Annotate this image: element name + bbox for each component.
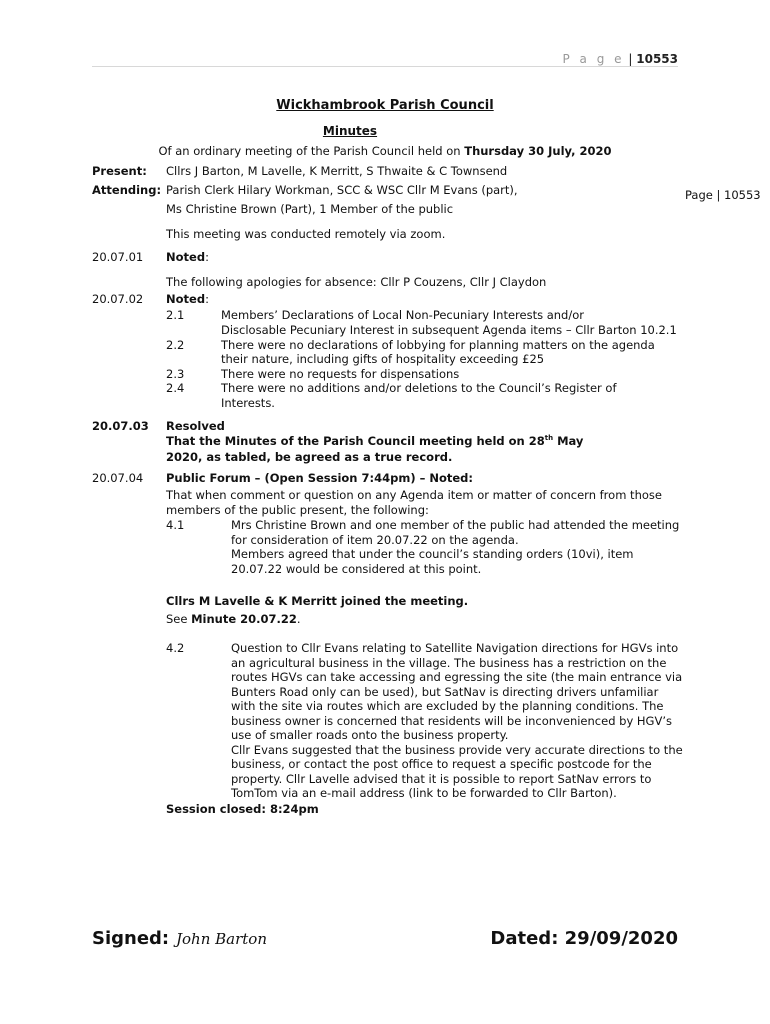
- forum-intro-2: members of the public present, the following:: [166, 503, 429, 517]
- minute-heading-01: Noted:: [166, 250, 209, 264]
- side-page-label: Page | 10553: [685, 188, 761, 202]
- remote-note: This meeting was conducted remotely via zoom.: [166, 227, 446, 241]
- page-word: P a g e: [562, 52, 625, 66]
- minute-heading-03: Resolved: [166, 419, 225, 433]
- signature: John Barton: [176, 930, 267, 948]
- item-number: 2.3: [166, 367, 185, 381]
- resolution-line-1: That the Minutes of the Parish Council meeting held on 28th May: [166, 434, 584, 448]
- minute-number-03: 20.07.03: [92, 419, 149, 433]
- forum-intro-1: That when comment or question on any Agenda item or matter of concern from those: [166, 488, 662, 502]
- intro-prefix: Of an ordinary meeting of the Parish Council held on: [158, 144, 465, 158]
- minute-heading-04: Public Forum – (Open Session 7:44pm) – Noted:: [166, 471, 473, 485]
- item-number: 4.2: [166, 641, 185, 655]
- minute-number-02: 20.07.02: [92, 292, 144, 306]
- item-text: Interests.: [221, 396, 275, 410]
- minute-number-04: 20.07.04: [92, 471, 144, 485]
- document-subtitle: Minutes: [322, 124, 378, 138]
- attending-line-2: Ms Christine Brown (Part), 1 Member of the public: [166, 202, 454, 216]
- members-joined: Cllrs M Lavelle & K Merritt joined the meeting.: [166, 594, 469, 608]
- item-number: 2.2: [166, 338, 185, 352]
- item-text: their nature, including gifts of hospitality exceeding £25: [221, 352, 545, 366]
- document-title: Wickhambrook Parish Council: [276, 98, 494, 113]
- apologies-text: The following apologies for absence: Cllr P Couzens, Cllr J Claydon: [166, 275, 547, 289]
- session-closed: Session closed: 8:24pm: [166, 802, 319, 816]
- minute-heading-02: Noted:: [166, 292, 209, 306]
- item-4-2-text: Question to Cllr Evans relating to Satellite Navigation directions for HGVs into an agricultural business in the village. The business has a restriction on the routes HGVs can take accessing and egressing the site (the main entrance via Bunters Road only can be used), but SatNav is directing drivers unfamiliar with the site via routes which are excluded by the planning conditions. The business owner is concerned that residents will be inconvenienced by HGV’s use of smaller roads onto the business property. Cllr Evans suggested that the business provide very accurate directions to the business, or contact the post office to request a specific postcode for the property. Cllr Lavelle advised that it is possible to report SatNav errors to TomTom via an e-mail address (link to be forwarded to Cllr Barton).: [231, 641, 683, 800]
- dated-label: Dated: 29/09/2020: [490, 928, 678, 949]
- item-number: 2.1: [166, 308, 185, 322]
- meeting-date: Thursday 30 July, 2020: [464, 144, 612, 158]
- item-text: There were no additions and/or deletions to the Council’s Register of: [221, 381, 617, 395]
- page-separator: |: [628, 52, 633, 66]
- header-rule: [92, 66, 678, 67]
- item-4-1-text: Mrs Christine Brown and one member of the public had attended the meeting for consideration of item 20.07.22 on the agenda. Members agreed that under the council’s standing orders (10vi), item 20.07.22 would be considered at this point.: [231, 518, 680, 576]
- item-text: Disclosable Pecuniary Interest in subsequent Agenda items – Cllr Barton 10.2.1: [221, 323, 677, 337]
- attending-line-1: Parish Clerk Hilary Workman, SCC & WSC Cllr M Evans (part),: [166, 183, 518, 197]
- item-text: There were no declarations of lobbying for planning matters on the agenda: [221, 338, 655, 352]
- page-header: [563, 52, 679, 66]
- item-text: Members’ Declarations of Local Non-Pecuniary Interests and/or: [221, 308, 584, 322]
- present-label: Present:: [92, 164, 147, 178]
- minute-number-01: 20.07.01: [92, 250, 144, 264]
- meeting-intro: [0, 144, 770, 158]
- item-number: 2.4: [166, 381, 185, 395]
- see-minute: See Minute 20.07.22.: [166, 612, 301, 626]
- attending-label: Attending:: [92, 183, 162, 197]
- item-number: 4.1: [166, 518, 185, 532]
- resolution-line-2: 2020, as tabled, be agreed as a true record.: [166, 450, 453, 464]
- page-number: 10553: [636, 52, 678, 66]
- signed-label: Signed:: [92, 928, 170, 949]
- item-text: There were no requests for dispensations: [221, 367, 460, 381]
- present-text: Cllrs J Barton, M Lavelle, K Merritt, S Thwaite & C Townsend: [166, 164, 508, 178]
